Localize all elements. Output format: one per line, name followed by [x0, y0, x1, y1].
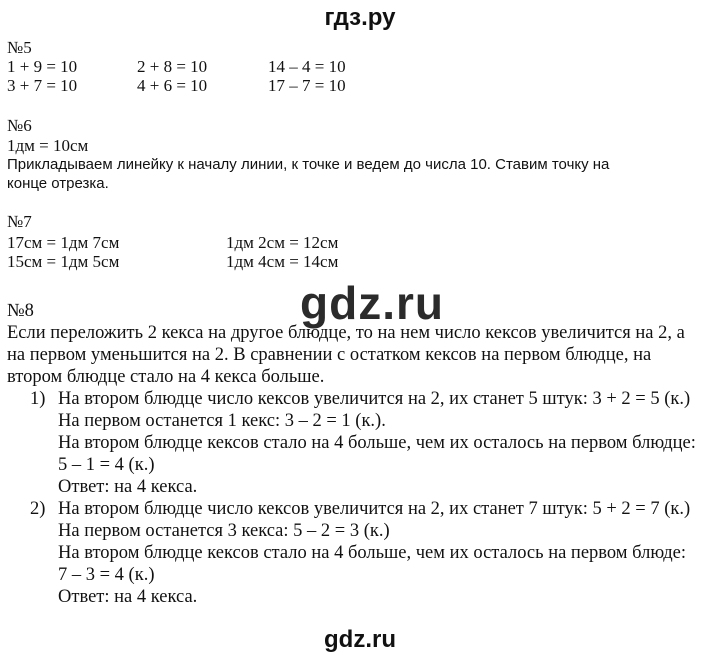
- task5-r2-c2: 4 + 6 = 10: [137, 76, 208, 95]
- task8-intro-line3: втором блюдце стало на 4 кекса больше.: [7, 367, 325, 387]
- site-logo-header: гдз.ру: [324, 4, 396, 31]
- task8-case1-marker: 1): [30, 389, 46, 409]
- task8-case1-line1: На втором блюдце число кексов увеличится на 2, их станет 5 штук: 3 + 2 = 5 (к.): [58, 389, 691, 409]
- task8-case2-marker: 2): [30, 499, 46, 519]
- task6-text-line1: Прикладываем линейку к началу линии, к точке и ведем до числа 10. Ставим точку на: [7, 156, 610, 173]
- task8-case1-line3: На втором блюдце кексов стало на 4 больше, чем их осталось на первом блюдце:: [58, 433, 696, 453]
- task7-r1-c2: 1дм 2см = 12см: [226, 233, 339, 252]
- task8-case2-line3: На втором блюдце кексов стало на 4 больше, чем их осталось на первом блюде:: [58, 543, 686, 563]
- task5-r1-c1: 1 + 9 = 10: [7, 57, 78, 76]
- task5-r1-c2: 2 + 8 = 10: [137, 57, 208, 76]
- task8-case2-line4: 7 – 3 = 4 (к.): [58, 565, 155, 585]
- task5-r1-c3: 14 – 4 = 10: [268, 57, 346, 76]
- task6-equation: 1дм = 10см: [7, 136, 89, 155]
- task6-text-line2: конце отрезка.: [7, 175, 109, 192]
- task8-case1-line2: На первом останется 1 кекс: 3 – 2 = 1 (к.).: [58, 411, 386, 431]
- task5-number: №5: [7, 38, 32, 57]
- watermark-gdz: gdz.ru: [300, 277, 444, 329]
- site-logo-footer: gdz.ru: [324, 626, 396, 653]
- task7-r2-c2: 1дм 4см = 14см: [226, 252, 339, 271]
- task7-r1-c1: 17см = 1дм 7см: [7, 233, 120, 252]
- task8-case2-line1: На втором блюдце число кексов увеличится на 2, их станет 7 штук: 5 + 2 = 7 (к.): [58, 499, 691, 519]
- task8-intro-line1: Если переложить 2 кекса на другое блюдце, то на нем число кексов увеличится на 2, а: [7, 323, 685, 343]
- task8-number: №8: [7, 301, 34, 321]
- task7-number: №7: [7, 212, 32, 231]
- task6-number: №6: [7, 116, 32, 135]
- task8-intro-line2: на первом уменьшится на 2. В сравнении с остатком кексов на первом блюдце, на: [7, 345, 652, 365]
- task5-r2-c1: 3 + 7 = 10: [7, 76, 78, 95]
- task8-case2-line2: На первом останется 3 кекса: 5 – 2 = 3 (к.): [58, 521, 390, 541]
- task7-r2-c1: 15см = 1дм 5см: [7, 252, 120, 271]
- task8-case2-answer: Ответ: на 4 кекса.: [58, 587, 198, 607]
- task8-case1-answer: Ответ: на 4 кекса.: [58, 477, 198, 497]
- task5-r2-c3: 17 – 7 = 10: [268, 76, 346, 95]
- task8-case1-line4: 5 – 1 = 4 (к.): [58, 455, 155, 475]
